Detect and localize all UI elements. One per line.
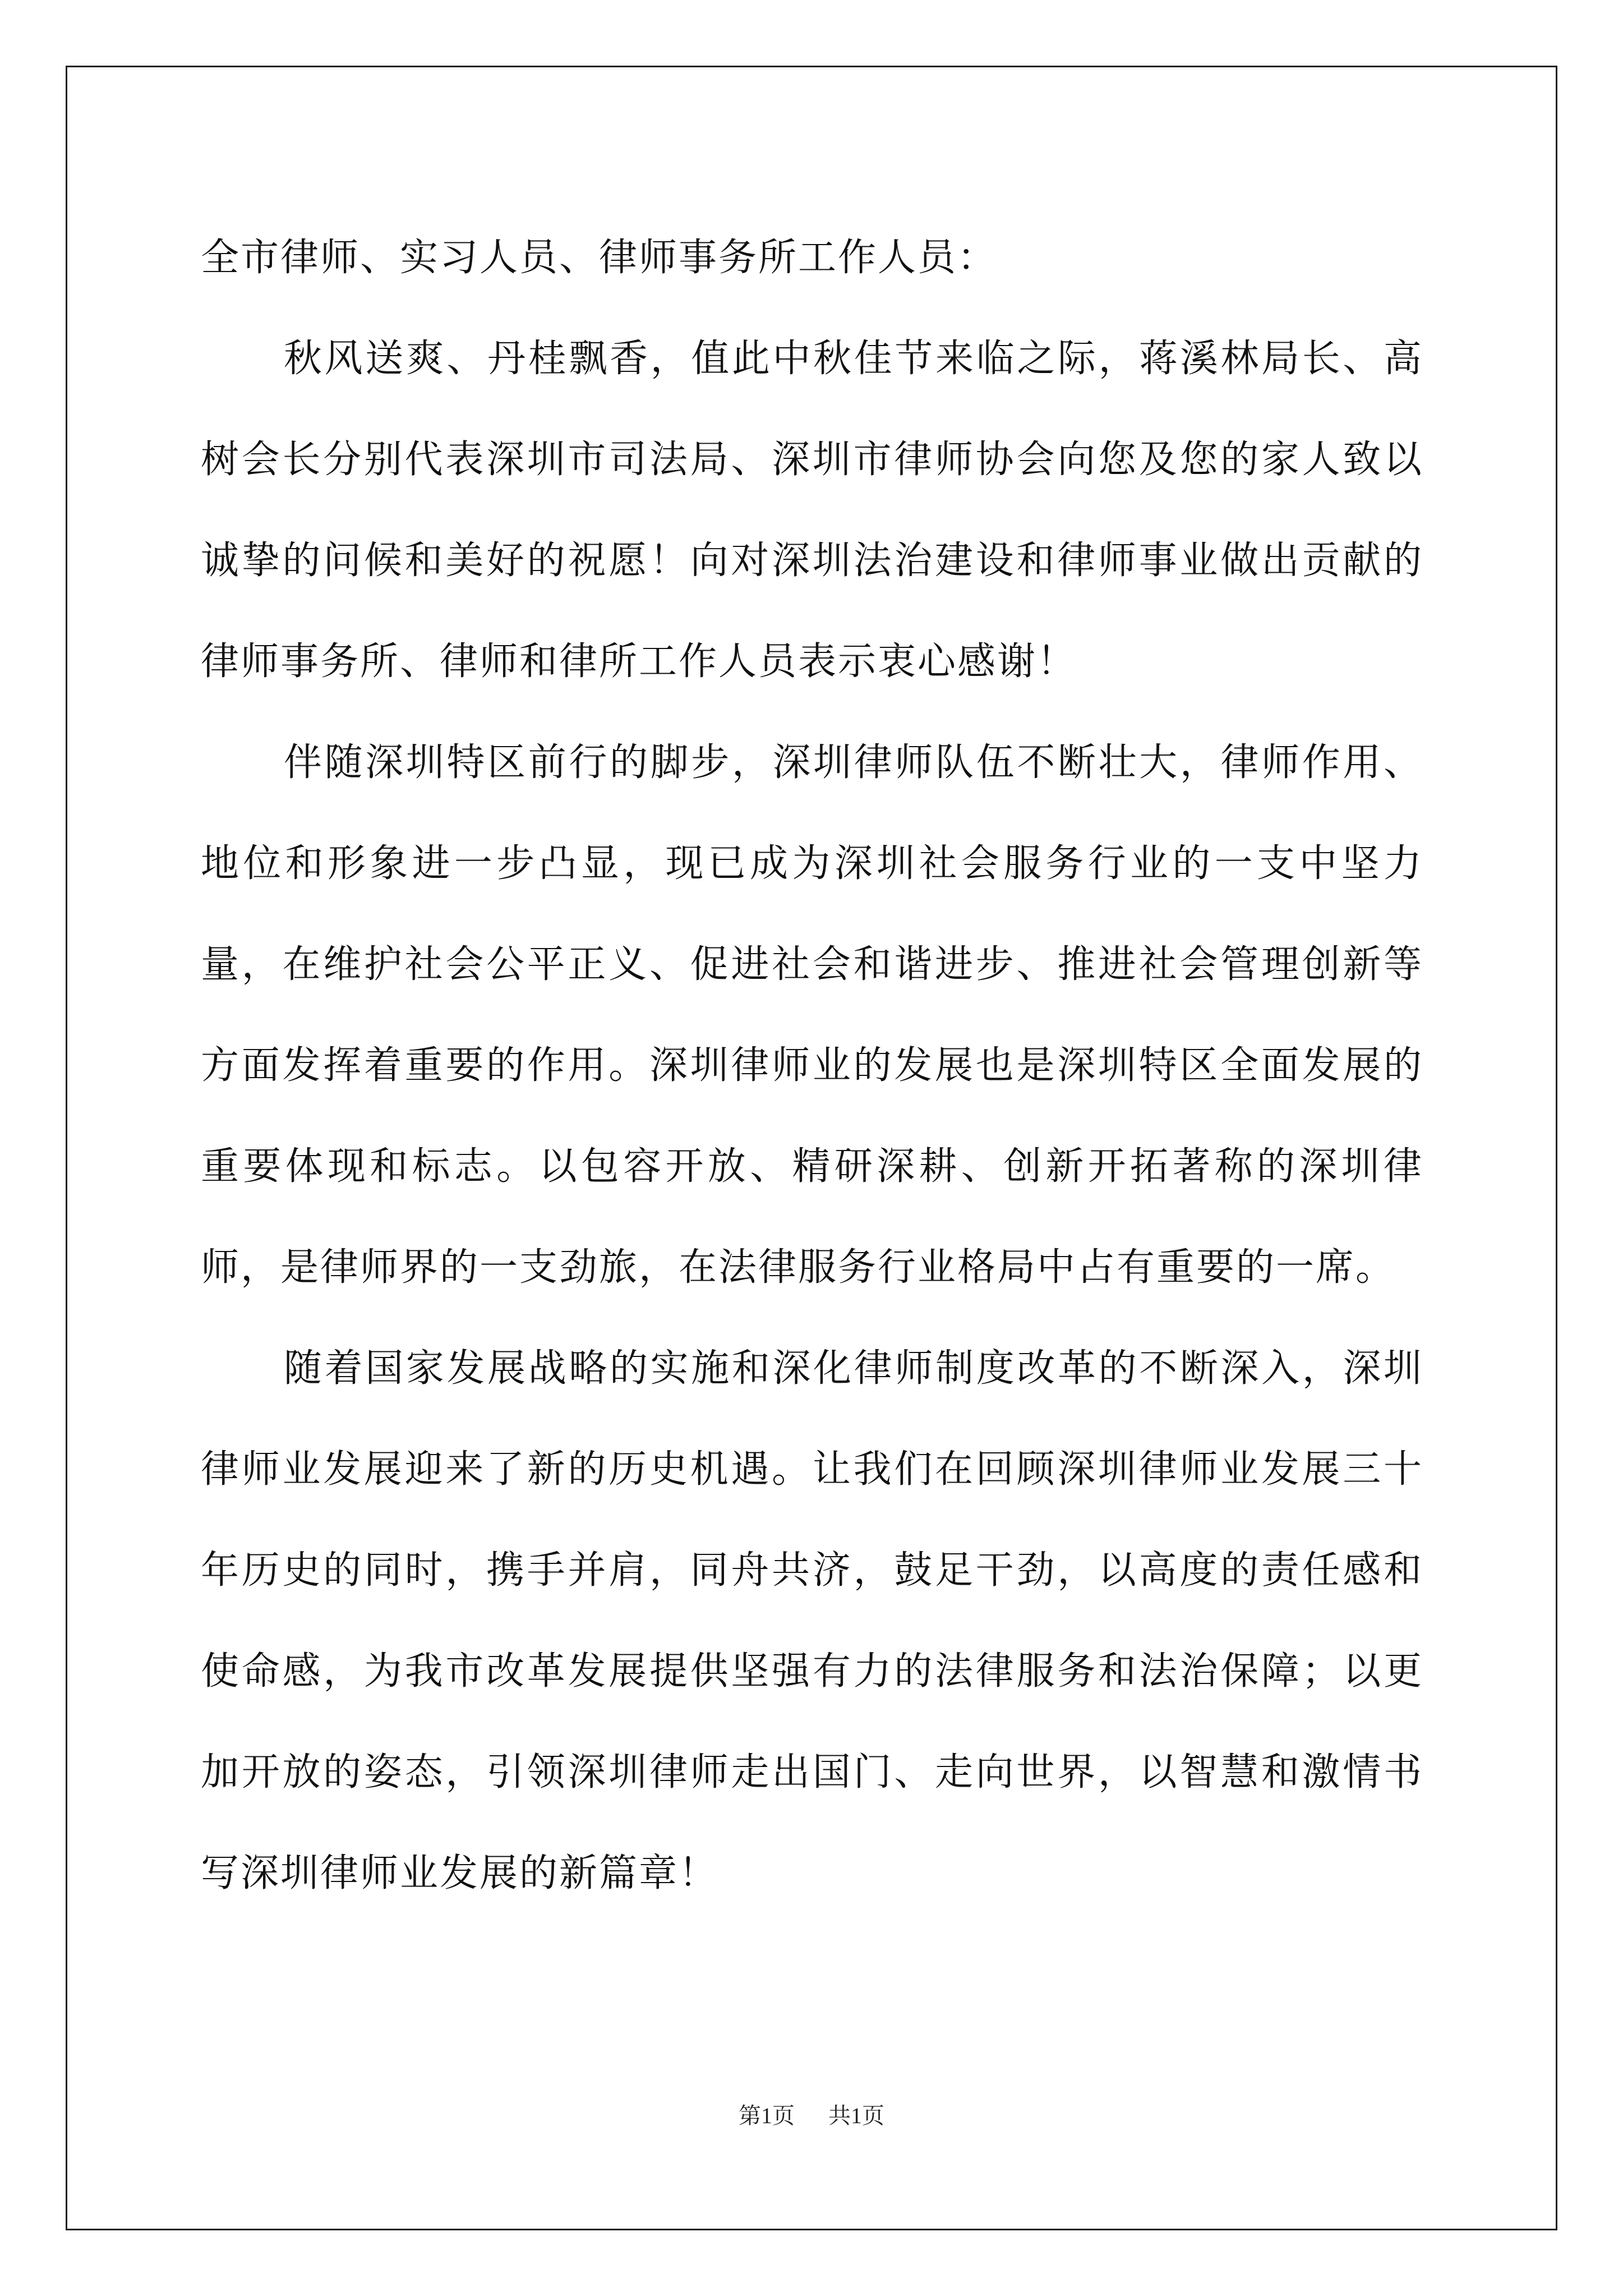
- paragraph-3: 随着国家发展战略的实施和深化律师制度改革的不断深入，深圳律师业发展迎来了新的历史机遇。让我们在回顾深圳律师业发展三十年历史的同时，携手并肩，同舟共济，鼓足干劲，以高度的责任感和使命感，为我市改革发展提供坚强有力的法律服务和法治保障；以更加开放的姿态，引领深圳律师走出国门、走向世界，以智慧和激情书写深圳律师业发展的新篇章！: [201, 1346, 1423, 1895]
- paragraph-1: 秋风送爽、丹桂飘香，值此中秋佳节来临之际，蒋溪林局长、高树会长分别代表深圳市司法局、深圳市律师协会向您及您的家人致以诚挚的问候和美好的祝愿！向对深圳法治建设和律师事业做出贡献的律师事务所、律师和律所工作人员表示衷心感谢！: [201, 337, 1423, 684]
- greeting-line: 全市律师、实习人员、律师事务所工作人员：: [201, 236, 998, 280]
- page-number: 第1页: [739, 2103, 795, 2128]
- page-total: 共1页: [828, 2103, 884, 2128]
- page-footer: [0, 2098, 1623, 2130]
- paragraph-2: 伴随深圳特区前行的脚步，深圳律师队伍不断壮大，律师作用、地位和形象进一步凸显，现已成为深圳社会服务行业的一支中坚力量，在维护社会公平正义、促进社会和谐进步、推进社会管理创新等方面发挥着重要的作用。深圳律师业的发展也是深圳特区全面发展的重要体现和标志。以包容开放、精研深耕、创新开拓著称的深圳律师，是律师界的一支劲旅，在法律服务行业格局中占有重要的一席。: [201, 740, 1423, 1290]
- document-body: [201, 208, 1423, 1924]
